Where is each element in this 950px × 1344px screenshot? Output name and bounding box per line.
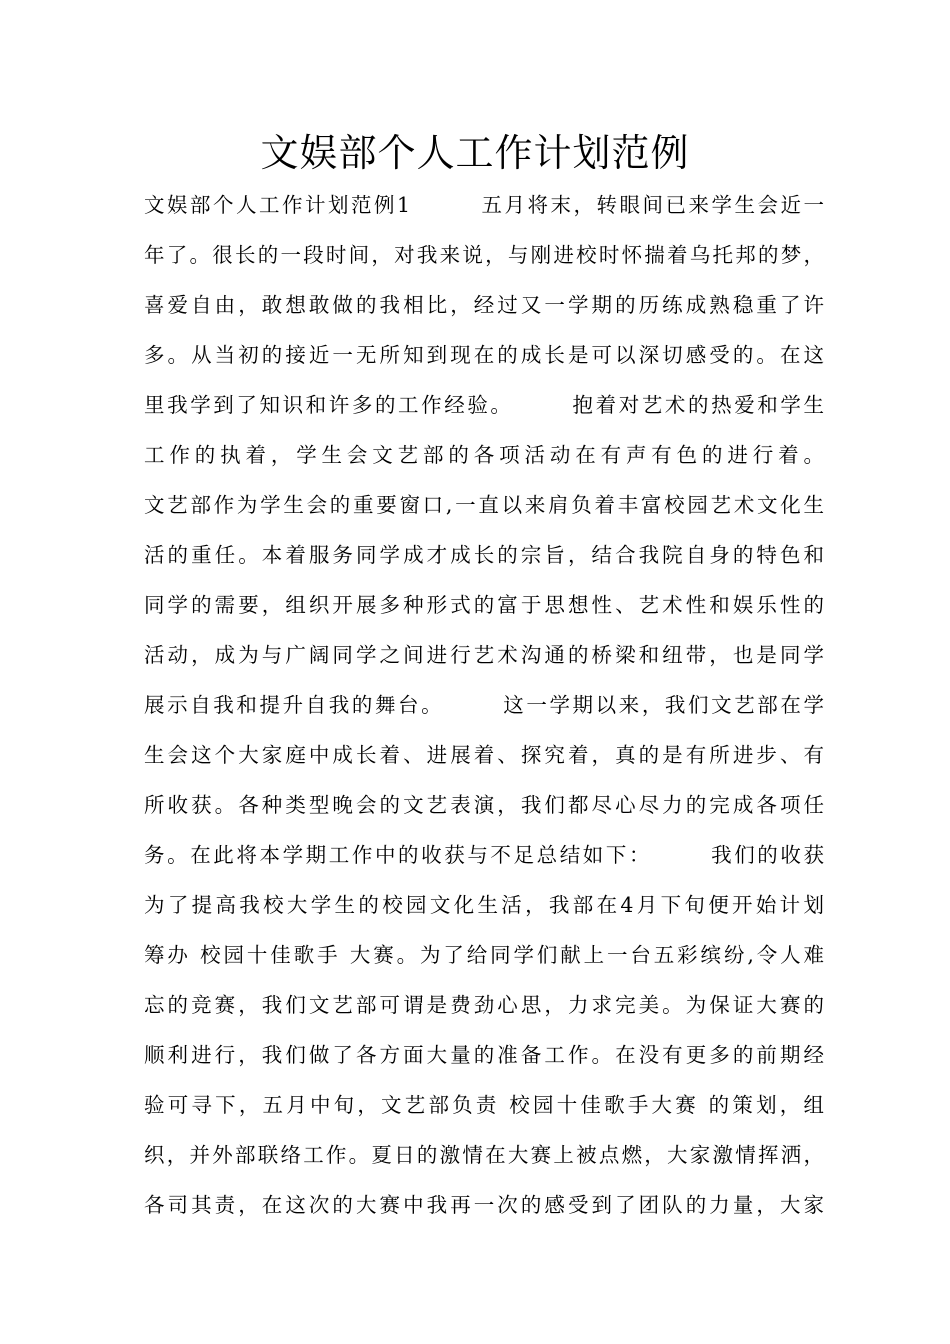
body-line: 顺利进行，我们做了各方面大量的准备工作。在没有更多的前期经 <box>144 1043 824 1067</box>
body-line: 展示自我和提升自我的舞台。 这一学期以来，我们文艺部在学 <box>144 693 824 717</box>
body-line: 喜爱自由，敢想敢做的我相比，经过又一学期的历练成熟稳重了许 <box>144 293 824 317</box>
body-line: 年了。很长的一段时间，对我来说，与刚进校时怀揣着乌托邦的梦， <box>144 243 824 267</box>
body-line: 为了提高我校大学生的校园文化生活，我部在4月下旬便开始计划 <box>144 893 824 917</box>
body-line: 文娱部个人工作计划范例1 五月将末，转眼间已来学生会近一 <box>144 193 824 217</box>
body-line: 各司其责，在这次的大赛中我再一次的感受到了团队的力量，大家 <box>144 1193 824 1217</box>
body-line: 织，并外部联络工作。夏日的激情在大赛上被点燃，大家激情挥洒， <box>144 1143 824 1167</box>
body-line: 同学的需要，组织开展多种形式的富于思想性、艺术性和娱乐性的 <box>144 593 824 617</box>
document-title: 文娱部个人工作计划范例 <box>260 131 690 175</box>
body-line: 多。从当初的接近一无所知到现在的成长是可以深切感受的。在这 <box>144 343 824 367</box>
body-line: 忘的竞赛，我们文艺部可谓是费劲心思，力求完美。为保证大赛的 <box>144 993 824 1017</box>
body-line: 工作的执着，学生会文艺部的各项活动在有声有色的进行着。 <box>144 443 824 467</box>
body-line: 活动，成为与广阔同学之间进行艺术沟通的桥梁和纽带，也是同学 <box>144 643 824 667</box>
body-line: 务。在此将本学期工作中的收获与不足总结如下： 我们的收获 <box>144 843 824 867</box>
document-body <box>144 180 824 1230</box>
body-line: 验可寻下，五月中旬，文艺部负责 校园十佳歌手大赛 的策划，组 <box>144 1093 824 1117</box>
body-line: 生会这个大家庭中成长着、进展着、探究着，真的是有所进步、有 <box>144 743 824 767</box>
body-line: 活的重任。本着服务同学成才成长的宗旨，结合我院自身的特色和 <box>144 543 824 567</box>
body-line: 文艺部作为学生会的重要窗口,一直以来肩负着丰富校园艺术文化生 <box>144 493 824 517</box>
body-line: 筹办 校园十佳歌手 大赛。为了给同学们献上一台五彩缤纷,令人难 <box>144 943 824 967</box>
body-line: 里我学到了知识和许多的工作经验。 抱着对艺术的热爱和学生 <box>144 393 824 417</box>
body-line: 所收获。各种类型晚会的文艺表演，我们都尽心尽力的完成各项任 <box>144 793 824 817</box>
